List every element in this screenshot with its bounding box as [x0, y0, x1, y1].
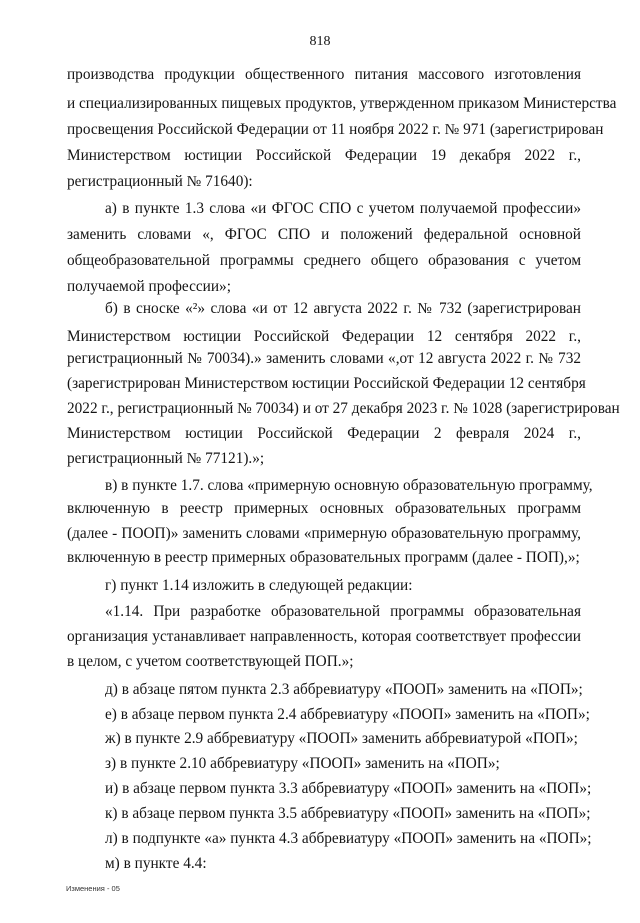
text-line: (далее - ПООП)» заменить словами «примерную образовательную программу,: [67, 525, 581, 542]
text-line: 2022 г., регистрационный № 70034) и от 27 декабря 2023 г. № 1028 (зарегистрирован: [67, 400, 620, 417]
footer-note: Изменения - 05: [66, 884, 120, 893]
text-line: «1.14. При разработке образовательной программы образовательная: [105, 603, 581, 620]
text-line: и) в абзаце первом пункта 3.3 аббревиатуру «ПООП» заменить на «ПОП»;: [105, 780, 592, 797]
text-line: з) в пункте 2.10 аббревиатуру «ПООП» заменить на «ПОП»;: [105, 755, 500, 772]
text-line: регистрационный № 77121).»;: [67, 450, 265, 467]
page-number: 818: [309, 34, 331, 49]
text-line: включенную в реестр примерных образовательных программ (далее - ПОП),»;: [67, 549, 580, 566]
text-line: Министерством юстиции Российской Федерации 19 декабря 2022 г.,: [67, 147, 581, 164]
text-line: общеобразовательной программы среднего общего образования с учетом: [67, 252, 581, 269]
text-line: получаемой профессии»;: [67, 278, 231, 295]
text-line: б) в сноске «²» слова «и от 12 августа 2022 г. № 732 (зарегистрирован: [105, 300, 581, 317]
text-line: в) в пункте 1.7. слова «примерную основную образовательную программу,: [105, 477, 593, 494]
text-line: а) в пункте 1.3 слова «и ФГОС СПО с учетом получаемой профессии»: [105, 200, 581, 217]
text-line: включенную в реестр примерных основных образовательных программ: [67, 500, 581, 517]
text-line: г) пункт 1.14 изложить в следующей редакции:: [105, 577, 413, 594]
text-line: ж) в пункте 2.9 аббревиатуру «ПООП» заменить аббревиатурой «ПОП»;: [105, 730, 578, 747]
text-line: организация устанавливает направленность, которая соответствует профессии: [67, 628, 581, 645]
text-line: л) в подпункте «а» пункта 4.3 аббревиатуру «ПООП» заменить на «ПОП»;: [105, 830, 592, 847]
text-line: в целом, с учетом соответствующей ПОП.»;: [67, 653, 354, 670]
text-line: к) в абзаце первом пункта 3.5 аббревиатуру «ПООП» заменить на «ПОП»;: [105, 805, 591, 822]
text-line: Министерством юстиции Российской Федерации 12 сентября 2022 г.,: [67, 328, 581, 345]
text-line: просвещения Российской Федерации от 11 ноября 2022 г. № 971 (зарегистрирован: [67, 121, 604, 138]
text-line: (зарегистрирован Министерством юстиции Российской Федерации 12 сентября: [67, 375, 586, 392]
text-line: регистрационный № 70034).» заменить словами «,от 12 августа 2022 г. № 732: [67, 350, 581, 367]
text-line: и специализированных пищевых продуктов, утвержденном приказом Министерства: [67, 95, 617, 112]
text-line: заменить словами «, ФГОС СПО и положений федеральной основной: [67, 226, 581, 243]
text-line: Министерством юстиции Российской Федерации 2 февраля 2024 г.,: [67, 425, 581, 442]
text-line: регистрационный № 71640):: [67, 173, 253, 190]
text-line: д) в абзаце пятом пункта 2.3 аббревиатуру «ПООП» заменить на «ПОП»;: [105, 681, 583, 698]
text-line: производства продукции общественного питания массового изготовления: [67, 66, 581, 83]
text-line: е) в абзаце первом пункта 2.4 аббревиатуру «ПООП» заменить на «ПОП»;: [105, 706, 590, 723]
text-line: м) в пункте 4.4:: [105, 855, 207, 872]
